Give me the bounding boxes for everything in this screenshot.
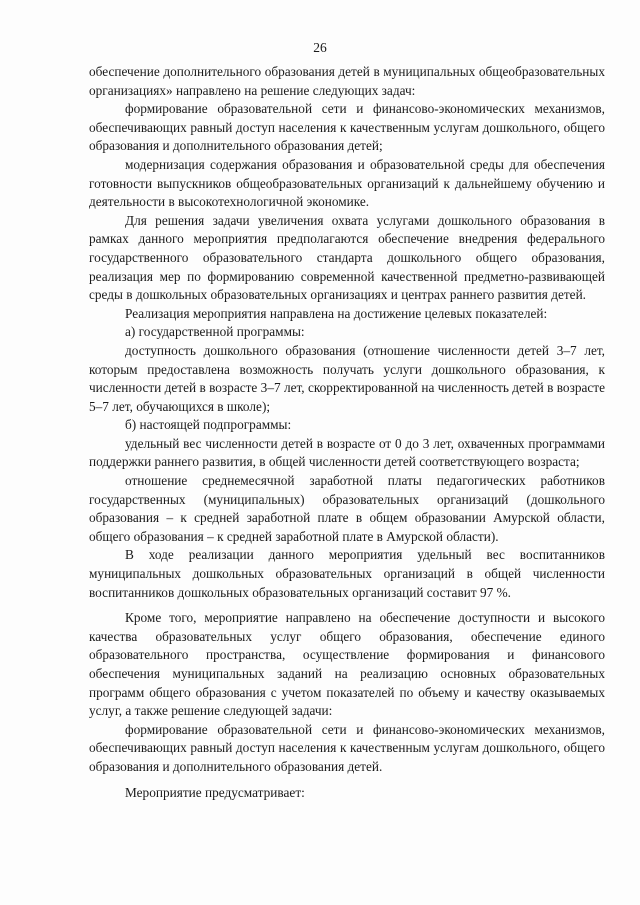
paragraph-share-97: В ходе реализации данного мероприятия удельный вес воспитанников муниципальных дошкольных образовательных организаций в общей численности воспитанников дошкольных образовательных организаций составит 97 %. — [89, 547, 605, 600]
paragraph-salary-ratio: отношение среднемесячной заработной платы педагогических работников государственных (муниципальных) образовательных организаций (дошкольного образования – к средней заработной плате в общем образовании Амурской области, общего образования – к средней заработной плате в Амурской области). — [89, 473, 605, 544]
paragraph-general-education: Кроме того, мероприятие направлено на обеспечение доступности и высокого качества образовательных услуг общего образования, обеспечение единого образовательного пространства, осуществление формирования и финансового обеспечения муниципальных заданий на реализацию основных образовательных программ общего образования с учетом показателей по объему и качеству оказываемых услуг, а также решение следующей задачи: — [89, 610, 605, 719]
paragraph-measure-provides: Мероприятие предусматривает: — [125, 784, 305, 800]
paragraph-task-network: формирование образовательной сети и финансово-экономических механизмов, обеспечивающих равный доступ населения к качественным услугам дошкольного, общего образования и дополнительного образования детей; — [89, 101, 605, 154]
paragraph-early-development: удельный вес численности детей в возрасте от 0 до 3 лет, охваченных программами поддержки раннего развития, в общей численности детей соответствующего возраста; — [89, 435, 605, 470]
paragraph-preschool-availability: доступность дошкольного образования (отношение численности детей 3–7 лет, которым предоставлена возможность получать услуги дошкольного образования, к численности детей в возрасте 3–7 лет, скорректированной на численность детей в возрасте 5–7 лет, обучающихся в школе); — [89, 342, 605, 414]
paragraph-target-indicators: Реализация мероприятия направлена на достижение целевых показателей: — [125, 305, 548, 321]
paragraph-continuation: обеспечение дополнительного образования детей в муниципальных общеобразовательных организациях» направлено на решение следующих задач: — [89, 64, 605, 98]
page-number: 26 — [313, 40, 327, 55]
paragraph-state-program: а) государственной программы: — [125, 324, 305, 340]
paragraph-task-modernization: модернизация содержания образования и образовательной среды для обеспечения готовности выпускников общеобразовательных организаций к дальнейшему обучению и деятельности в высокотехнологичной экономике. — [89, 156, 605, 210]
document-body — [89, 63, 605, 802]
paragraph-subprogram: б) настоящей подпрограммы: — [125, 417, 292, 433]
paragraph-task-network-repeat: формирование образовательной сети и финансово-экономических механизмов, обеспечивающих равный доступ населения к качественным услугам дошкольного, общего образования и дополнительного образования детей. — [89, 721, 605, 774]
paragraph-preschool-coverage: Для решения задачи увеличения охвата услугами дошкольного образования в рамках данного мероприятия предполагаются обеспечение внедрения федерального государственного образовательного стандарта дошкольного общего образования, реализация мер по формированию современной качественной предметно-развивающей среды в дошкольных образовательных организациях и центрах раннего развития детей. — [89, 212, 605, 303]
